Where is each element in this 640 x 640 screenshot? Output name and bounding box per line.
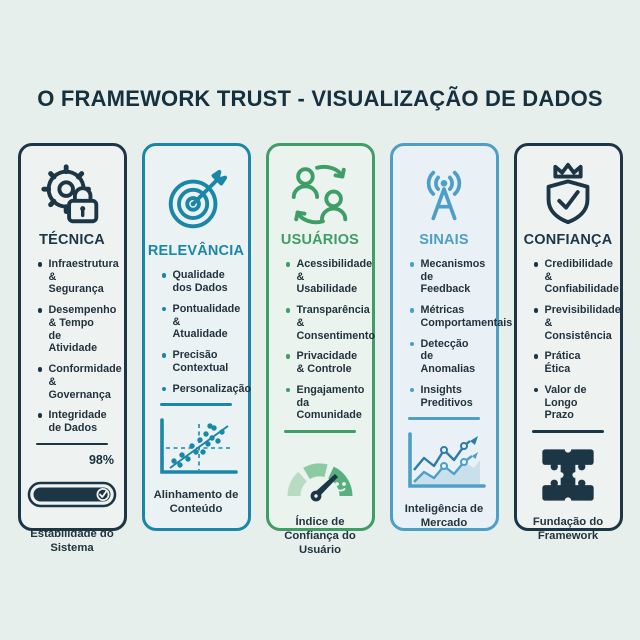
bullet-item: Integridade de Dados <box>38 409 109 434</box>
header-confianca: CONFIANÇA <box>523 232 613 248</box>
bullet-item: Acessibilidade & Usabilidade <box>286 258 357 296</box>
trust-gauge-visual <box>272 439 368 511</box>
caption-confianca: Fundação do Framework <box>532 515 604 542</box>
bullet-item: Mecanismos de Feedback <box>410 258 481 296</box>
caption-sinais: Inteligência de Mercado <box>404 502 484 529</box>
bullet-list-relevancia <box>153 269 252 403</box>
card-relevancia <box>142 143 251 531</box>
bullet-item: Privacidade & Controle <box>286 350 357 375</box>
card-confianca <box>514 143 623 542</box>
users-exchange-icon <box>285 160 355 230</box>
bullet-item: Pontualidade & Atualidade <box>162 303 233 341</box>
page-title: O FRAMEWORK TRUST - VISUALIZAÇÃO DE DADOS <box>37 86 603 111</box>
bullet-item: Insights Preditivos <box>410 384 481 409</box>
bullet-item: Conformidade & Governança <box>38 363 109 401</box>
bullet-item: Métricas Comportamentais <box>410 304 481 329</box>
bullet-item: Prática Ética <box>534 350 605 375</box>
divider <box>160 403 232 406</box>
header-sinais: SINAIS <box>419 232 469 248</box>
caption-usuarios: Índice de Confiança do Usuário <box>284 515 356 556</box>
card-sinais <box>390 143 513 531</box>
bullet-item: Previsibilidade & Consistência <box>534 304 605 342</box>
shield-crown-icon <box>533 160 603 230</box>
gear-lock-icon <box>37 160 107 230</box>
bullet-item: Transparência & Consentimento <box>286 304 357 342</box>
scatter-plot-visual <box>148 412 244 484</box>
header-tecnica: TÉCNICA <box>39 232 105 248</box>
framework-columns <box>0 143 640 556</box>
bullet-item: Qualidade dos Dados <box>162 269 233 294</box>
header-relevancia: RELEVÂNCIA <box>147 243 245 260</box>
divider <box>408 417 480 420</box>
bullet-list-sinais <box>401 258 513 417</box>
bullet-list-usuarios <box>277 258 376 430</box>
progress-value: 98% <box>88 453 114 468</box>
progress-pill-visual <box>24 451 120 523</box>
bullet-list-confianca <box>525 258 621 430</box>
puzzle-pillar-visual <box>520 439 616 511</box>
antenna-signal-icon <box>409 160 479 230</box>
bullet-item: Desempenho & Tempo de Atividade <box>38 304 109 355</box>
bullet-item: Infraestrutura & Segurança <box>38 258 109 296</box>
bullet-item: Personalização <box>162 383 233 396</box>
divider <box>36 443 108 446</box>
card-usuarios <box>266 143 376 556</box>
bullet-item: Engajamento da Comunidade <box>286 384 357 422</box>
caption-tecnica: Estabilidade do Sistema <box>30 528 114 555</box>
market-line-chart-visual <box>396 426 492 498</box>
divider <box>532 430 604 433</box>
target-dart-icon <box>161 160 231 241</box>
bullet-item: Precisão Contextual <box>162 349 233 374</box>
caption-relevancia: Alinhamento de Conteúdo <box>153 488 239 515</box>
bullet-item: Detecção de Anomalias <box>410 338 481 376</box>
divider <box>284 430 356 433</box>
bullet-item: Valor de Longo Prazo <box>534 384 605 422</box>
card-tecnica <box>18 143 127 555</box>
bullet-item: Credibilidade & Confiabilidade <box>534 258 605 296</box>
bullet-list-tecnica <box>29 258 122 443</box>
header-usuarios: USUÁRIOS <box>280 232 360 248</box>
